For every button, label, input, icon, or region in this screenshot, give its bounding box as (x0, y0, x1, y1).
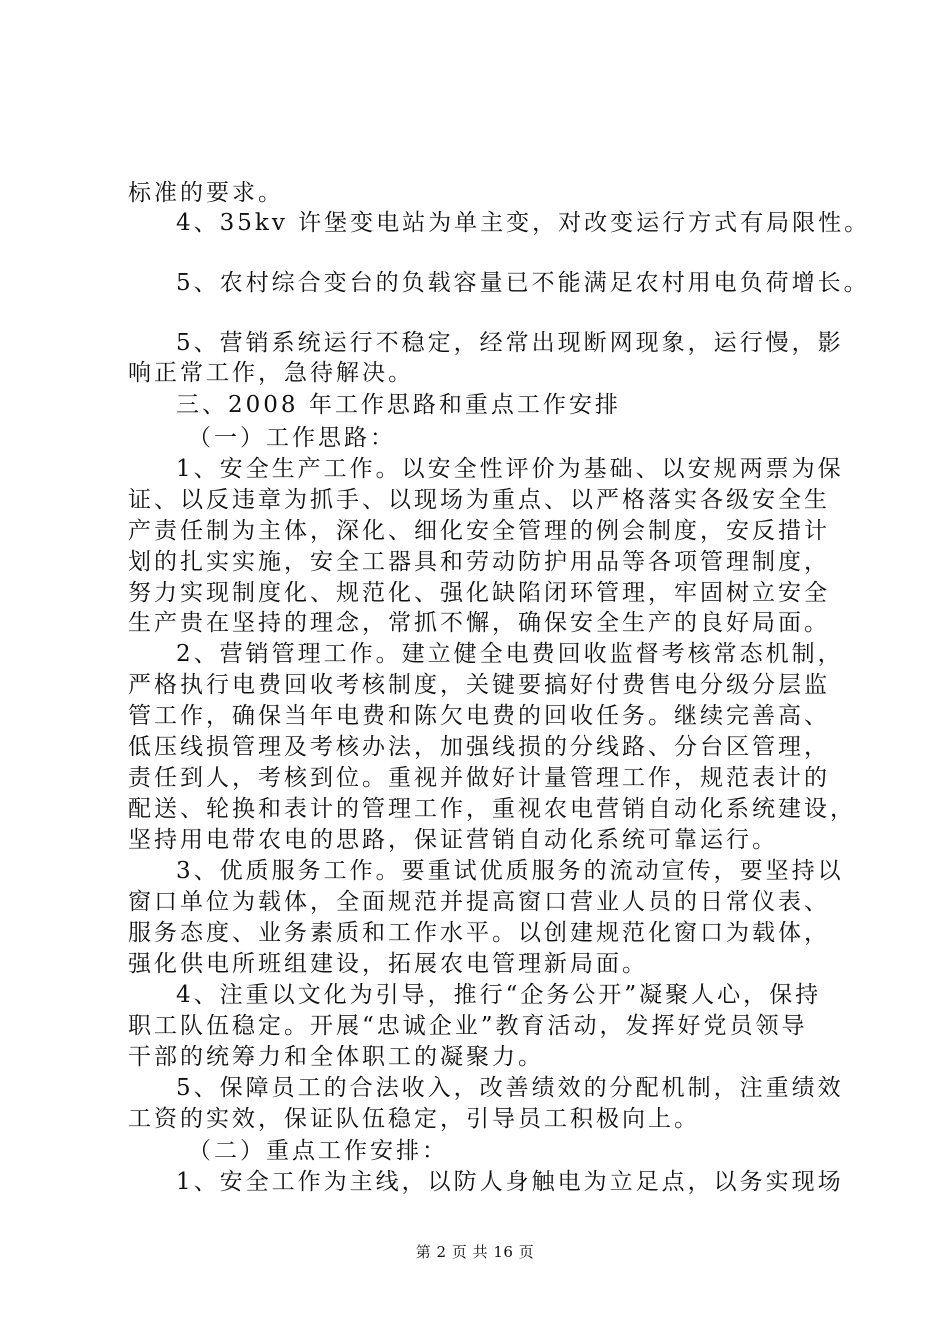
subsection-heading: （一）工作思路： (188, 425, 396, 451)
text-line: 1、安全生产工作。以安全性评价为基础、以安规两票为保 (176, 456, 844, 482)
text-line: 坚持用电带农电的思路，保证营销自动化系统可靠运行。 (128, 827, 778, 853)
text-line: 2、营销管理工作。建立健全电费回收监督考核常态机制， (176, 641, 844, 667)
text-line: 严格执行电费回收考核制度，关键要搞好付费售电分级分层监 (128, 672, 830, 698)
subsection-heading: （二）重点工作安排： (188, 1138, 448, 1164)
text-line: 5、保障员工的合法收入，改善绩效的分配机制，注重绩效 (176, 1075, 844, 1101)
text-line: 生产贵在坚持的理念，常抓不懈，确保安全生产的良好局面。 (128, 610, 830, 636)
text-line: 责任到人，考核到位。重视并做好计量管理工作，规范表计的 (128, 765, 830, 791)
page-number-footer: 第 2 页 共 16 页 (415, 1243, 535, 1261)
text-line: 1、安全工作为主线，以防人身触电为立足点，以务实现场 (176, 1169, 844, 1195)
text-line: 管工作，确保当年电费和陈欠电费的回收任务。继续完善高、 (128, 703, 830, 729)
section-heading: 三、2008 年工作思路和重点工作安排 (176, 392, 621, 418)
text-line: 干部的统筹力和全体职工的凝聚力。 (128, 1044, 544, 1070)
text-line: 4、注重以文化为引导，推行“企务公开”凝聚人心，保持 (176, 982, 822, 1008)
text-line: 工资的实效，保证队伍稳定，引导员工积极向上。 (128, 1106, 700, 1132)
text-line: 服务态度、业务素质和工作水平。以创建规范化窗口为载体， (128, 920, 830, 946)
text-line: 窗口单位为载体，全面规范并提高窗口营业人员的日常仪表、 (128, 889, 830, 915)
text-line: 标准的要求。 (128, 180, 284, 206)
text-line: 职工队伍稳定。开展“忠诚企业”教育活动，发挥好党员领导 (128, 1013, 808, 1039)
text-line: 强化供电所班组建设，拓展农电管理新局面。 (128, 951, 648, 977)
text-line: 产责任制为主体，深化、细化安全管理的例会制度，安反措计 (128, 518, 830, 544)
text-line: 划的扎实实施，安全工器具和劳动防护用品等各项管理制度， (128, 549, 830, 575)
text-line: 4、35kv 许堡变电站为单主变，对改变运行方式有局限性。 (176, 210, 871, 236)
text-line: 5、农村综合变台的负载容量已不能满足农村用电负荷增长。 (176, 270, 870, 296)
text-line: 证、以反违章为抓手、以现场为重点、以严格落实各级安全生 (128, 487, 830, 513)
text-line: 配送、轮换和表计的管理工作，重视农电营销自动化系统建设， (128, 796, 856, 822)
text-line: 3、优质服务工作。要重试优质服务的流动宣传，要坚持以 (176, 858, 844, 884)
text-line: 低压线损管理及考核办法，加强线损的分线路、分台区管理， (128, 734, 830, 760)
text-line: 努力实现制度化、规范化、强化缺陷闭环管理，牢固树立安全 (128, 580, 830, 606)
text-line: 响正常工作，急待解决。 (128, 360, 414, 386)
text-line: 5、营销系统运行不稳定，经常出现断网现象，运行慢，影 (176, 330, 844, 356)
